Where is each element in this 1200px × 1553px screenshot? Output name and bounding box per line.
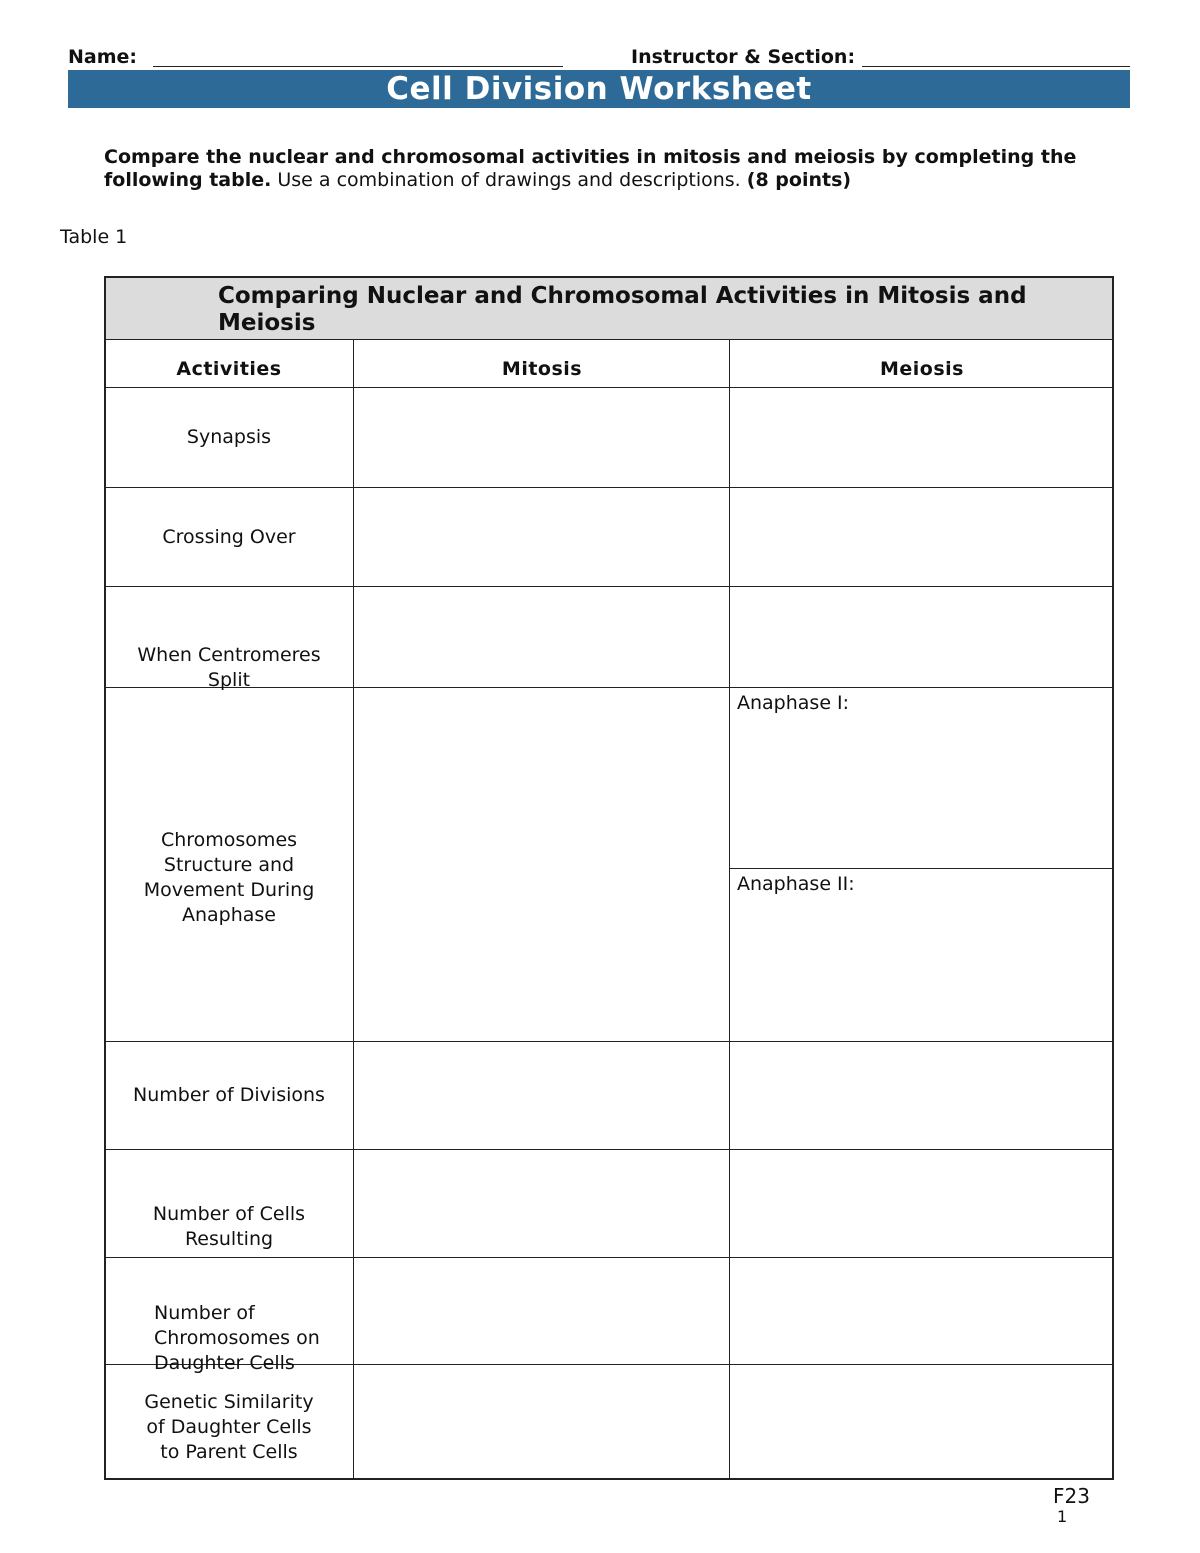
instructor-field[interactable] [862, 66, 1130, 67]
activity-anaphase: Chromosomes Structure and Movement During Anaphase [143, 829, 315, 926]
mitosis-divisions-cell[interactable] [355, 1043, 728, 1148]
col-header-activities: Activities [176, 357, 282, 380]
meiosis-divisions-cell[interactable] [731, 1043, 1112, 1148]
activity-centromeres-split: When Centromeres Split [137, 644, 321, 691]
meiosis-anaphase-i-cell[interactable] [731, 718, 1112, 867]
anaphase-ii-label: Anaphase II: [737, 873, 855, 895]
mitosis-centromeres-cell[interactable] [355, 588, 728, 686]
table-label: Table 1 [60, 226, 128, 248]
page-number: 1 [1057, 1507, 1068, 1526]
mitosis-anaphase-cell[interactable] [355, 689, 728, 1040]
page-title: Cell Division Worksheet [68, 70, 1130, 108]
meiosis-cells-resulting-cell[interactable] [731, 1151, 1112, 1256]
activity-synapsis: Synapsis [186, 426, 272, 448]
col-header-meiosis: Meiosis [880, 357, 964, 380]
col-divider-2 [729, 340, 730, 1480]
mitosis-synapsis-cell[interactable] [355, 389, 728, 486]
mitosis-chromosomes-cell[interactable] [355, 1259, 728, 1363]
activity-number-of-cells: Number of Cells Resulting [152, 1203, 306, 1250]
table-caption: Comparing Nuclear and Chromosomal Activities in Mitosis and Meiosis [218, 283, 1027, 336]
activity-crossing-over: Crossing Over [162, 525, 296, 548]
instructions-points: (8 points) [746, 169, 852, 191]
col-header-mitosis: Mitosis [501, 357, 583, 380]
meiosis-anaphase-ii-cell[interactable] [731, 899, 1112, 1040]
activity-genetic-similarity: Genetic Similarity of Daughter Cells to Parent Cells [144, 1391, 314, 1463]
activity-number-of-divisions: Number of Divisions [133, 1084, 325, 1106]
meiosis-genetic-similarity-cell[interactable] [731, 1366, 1112, 1478]
instructor-label: Instructor & Section: [631, 46, 856, 68]
meiosis-chromosomes-cell[interactable] [731, 1259, 1112, 1363]
mitosis-cells-resulting-cell[interactable] [355, 1151, 728, 1256]
instructions [104, 146, 1104, 192]
footer [1053, 1484, 1090, 1526]
mitosis-genetic-similarity-cell[interactable] [355, 1366, 728, 1478]
anaphase-i-label: Anaphase I: [737, 692, 850, 714]
meiosis-sub-divider [729, 868, 1114, 869]
name-field[interactable] [153, 66, 563, 67]
name-label: Name: [68, 46, 138, 68]
footer-code: F23 [1053, 1484, 1090, 1508]
mitosis-crossing-over-cell[interactable] [355, 489, 728, 585]
instructions-bold: Compare the nuclear and chromosomal activities in mitosis and meiosis by completing the following table. [104, 146, 1077, 191]
meiosis-synapsis-cell[interactable] [731, 389, 1112, 486]
instructions-normal: Use a combination of drawings and descriptions. [277, 169, 741, 191]
meiosis-crossing-over-cell[interactable] [731, 489, 1112, 585]
meiosis-centromeres-cell[interactable] [731, 588, 1112, 686]
activity-number-of-chromosomes: Number of Chromosomes on Daughter Cells [154, 1301, 320, 1374]
